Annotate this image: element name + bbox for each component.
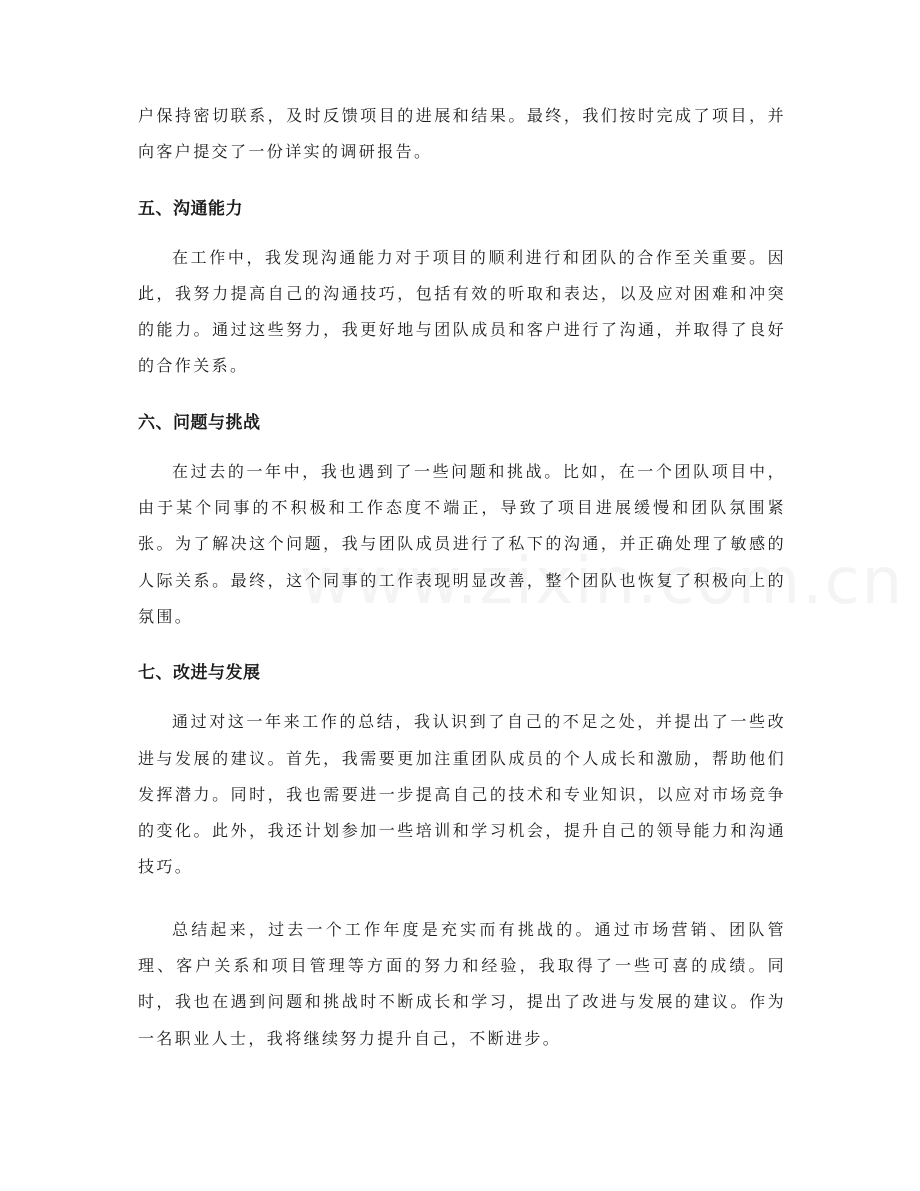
paragraph-improvement: 通过对这一年来工作的总结，我认识到了自己的不足之处，并提出了一些改进与发展的建议。首先，我需要更加注重团队成员的个人成长和激励，帮助他们发挥潜力。同时，我也需要进一步提高自己的技术和专业知识，以应对市场竞争的变化。此外，我还计划参加一些培训和学习机会，提升自己的领导能力和沟通技巧。 xyxy=(138,712,786,877)
paragraph-continuation: 户保持密切联系，及时反馈项目的进展和结果。最终，我们按时完成了项目，并向客户提交了一份详实的调研报告。 xyxy=(138,106,786,162)
paragraph-summary: 总结起来，过去一个工作年度是充实而有挑战的。通过市场营销、团队管理、客户关系和项目管理等方面的努力和经验，我取得了一些可喜的成绩。同时，我也在遇到问题和挑战时不断成长和学习，提出了改进与发展的建议。作为一名职业人士，我将继续努力提升自己，不断进步。 xyxy=(138,919,786,1048)
section-heading-communication: 五、沟通能力 xyxy=(138,198,243,219)
document-page xyxy=(138,98,786,1057)
paragraph-problems: 在过去的一年中，我也遇到了一些问题和挑战。比如，在一个团队项目中，由于某个同事的不积极和工作态度不端正，导致了项目进展缓慢和团队氛围紧张。为了解决这个问题，我与团队成员进行了私下的沟通，并正确处理了敏感的人际关系。最终，这个同事的工作表现明显改善，整个团队也恢复了积极向上的氛围。 xyxy=(138,461,786,626)
section-heading-improvement: 七、改进与发展 xyxy=(138,663,261,684)
section-heading-problems: 六、问题与挑战 xyxy=(138,412,261,433)
paragraph-communication: 在工作中，我发现沟通能力对于项目的顺利进行和团队的合作至关重要。因此，我努力提高自己的沟通技巧，包括有效的听取和表达，以及应对困难和冲突的能力。通过这些努力，我更好地与团队成员和客户进行了沟通，并取得了良好的合作关系。 xyxy=(138,247,786,376)
